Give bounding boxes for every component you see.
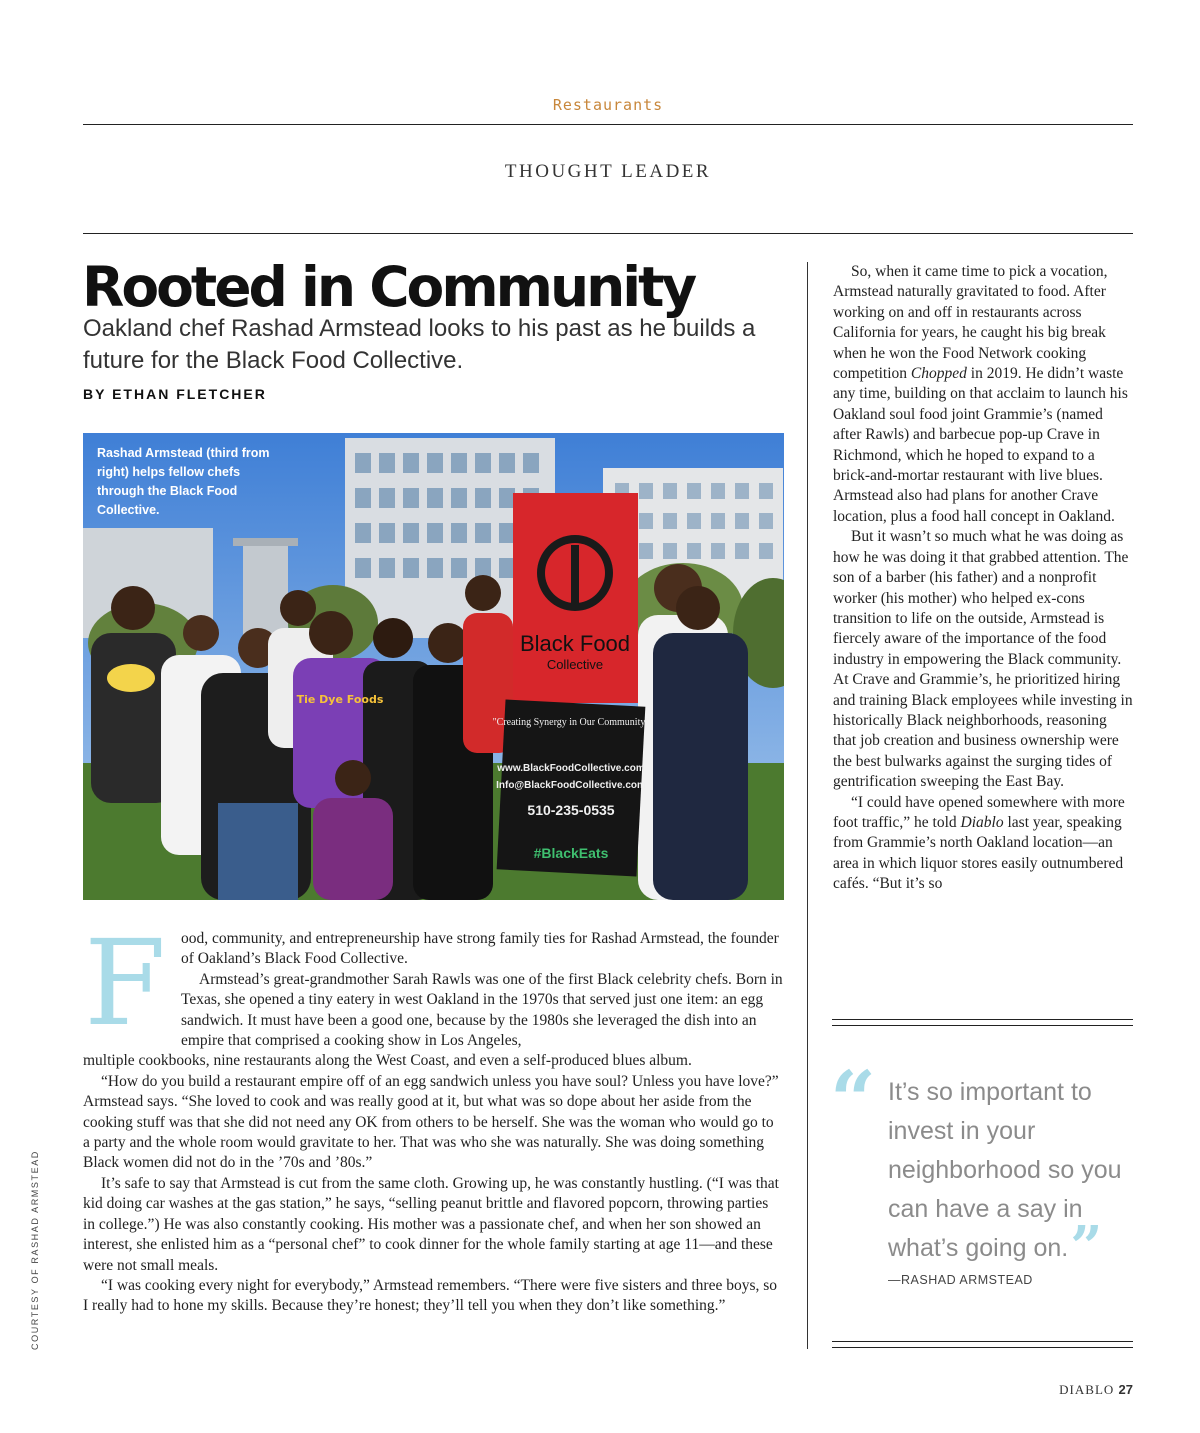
body-paragraph-6 bbox=[833, 262, 1133, 527]
body-paragraph-3: “How do you build a restaurant empire off of an egg sandwich unless you have soul? Unless you have love?” Armstead says. “She loved to cook and was really good at it, but what was so dope about her aside from the cooking stuff was that she did not need any OK from others to be herself. She was the woman who would go to a party and the whole room would gravitate to her. That was who she was naturally. She was doing something Black women did not do in the ’70s and ’80s.” bbox=[83, 1072, 779, 1172]
body-paragraph-2-continued: multiple cookbooks, nine restaurants along the West Coast, and even a self-produced blues album. bbox=[83, 1052, 692, 1070]
p8-text-b: last year, speaking from Grammie’s north Oakland location—an area in which liquor stores easily outnumbered cafés. “But it’s so bbox=[833, 813, 1124, 893]
header-rule bbox=[83, 233, 1133, 234]
body-paragraph-5: “I was cooking every night for everybody,” Armstead remembers. “There were five sisters and three boys, so I really had to hone my skills. Because they’re honest; they’ll tell you when they don’t like something.” bbox=[83, 1276, 778, 1315]
top-rule bbox=[83, 124, 1133, 125]
body-paragraph-4: It’s safe to say that Armstead is cut from the same cloth. Growing up, he was constantly hustling. (“I was that kid doing car washes at the gas station,” he says, “selling peanut brittle and flavored popcorn, throwing parties in college.”) He was also constantly cooking. His mother was a passionate chef, and when her son showed an interest, she enlisted him as a “personal chef” to cook dinner for the whole family starting at age 11—and these were not small meals. bbox=[83, 1174, 779, 1274]
body-paragraph-8 bbox=[833, 793, 1133, 895]
banner-logo-line1: Black Food bbox=[519, 631, 631, 656]
photo-credit: COURTESY OF RASHAD ARMSTEAD bbox=[30, 1150, 40, 1350]
body-paragraph-1: ood, community, and entrepreneurship have strong family ties for Rashad Armstead, the founder of Oakland’s Black Food Collective. bbox=[181, 930, 779, 968]
body-column-left bbox=[83, 914, 783, 1317]
column-label: THOUGHT LEADER bbox=[504, 161, 712, 182]
p6-text-a: So, when it came time to pick a vocation, Armstead naturally gravitated to food. After working on and off in restaurants across California for years, he caught his big break when he won the Food Network cooking competition bbox=[833, 263, 1108, 383]
section-label: Restaurants bbox=[552, 96, 664, 114]
folio-page-number: 27 bbox=[1118, 1382, 1133, 1397]
folio bbox=[1059, 1382, 1133, 1398]
banner-slogan: "Creating Synergy in Our Community" bbox=[492, 717, 650, 728]
body-paragraph-7: But it wasn’t so much what he was doing as how he was doing it that grabbed attention. The son of a barber (his father) and a nonprofit worker (his mother) who helped ex-cons transition to life on the outside, Armstead is fiercely aware of the importance of the food industry in empowering the Black community. At Crave and Grammie’s, he prioritized hiring and training Black employees while investing in historically Black neighborhoods, reasoning that job creation and business ownership were the best bulwarks against the surging tides of gentrification sweeping the East Bay. bbox=[833, 528, 1133, 791]
open-quote-mark: “ bbox=[830, 1053, 877, 1147]
close-quote-mark: ” bbox=[1070, 1214, 1103, 1280]
pull-quote-text: It’s so important to invest in your neighborhood so you can have a say in what’s going on. bbox=[888, 1078, 1122, 1262]
pull-quote-top-rule bbox=[832, 1019, 1133, 1026]
shirt-text: Tie Dye Foods bbox=[296, 693, 384, 706]
body-column-right bbox=[833, 262, 1133, 895]
photo-caption: Rashad Armstead (third from right) helps fellow chefs through the Black Food Collective. bbox=[97, 446, 270, 517]
body-paragraph-2: Armstead’s great-grandmother Sarah Rawls was one of the first Black celebrity chefs. Born in Texas, she opened a tiny eatery in west Oakland in the 1970s that served just one item: an egg sandwich. It must have been a good one, because by the 1980s she leveraged the dish into an empire that comprised a cooking show in Los Angeles, bbox=[181, 970, 783, 1050]
headline: Rooted in Community bbox=[82, 255, 695, 319]
drop-cap: F bbox=[84, 914, 166, 1052]
banner-phone: 510-235-0535 bbox=[527, 802, 615, 818]
byline: BY ETHAN FLETCHER bbox=[83, 386, 267, 402]
p8-text-a: “I could have opened somewhere with more foot traffic,” he told bbox=[833, 793, 1125, 831]
collective-banner bbox=[493, 493, 650, 877]
folio-magazine: DIABLO bbox=[1059, 1382, 1115, 1397]
deck: Oakland chef Rashad Armstead looks to his past as he builds a future for the Black Food Collective. bbox=[83, 315, 756, 374]
banner-hashtag: #BlackEats bbox=[533, 845, 609, 861]
pull-quote-attribution: —RASHAD ARMSTEAD bbox=[888, 1273, 1033, 1287]
p6-text-b: in 2019. He didn’t waste any time, building on that acclaim to launch his Oakland soul food joint Grammie’s (named after Rawls) and barbecue pop-up Crave in Richmond, which he hoped to expand to a brick-and-mortar restaurant with live blues. Armstead also had plans for another Crave location, plus a food hall concept in Oakland. bbox=[833, 365, 1128, 525]
magazine-title-diablo: Diablo bbox=[960, 813, 1004, 831]
column-divider bbox=[807, 262, 808, 1349]
banner-logo-line2: Collective bbox=[546, 657, 604, 672]
banner-email: Info@BlackFoodCollective.com bbox=[496, 780, 646, 791]
banner-site: www.BlackFoodCollective.com bbox=[497, 763, 645, 774]
show-title-chopped: Chopped bbox=[910, 365, 967, 383]
pull-quote-bottom-rule bbox=[832, 1341, 1133, 1348]
